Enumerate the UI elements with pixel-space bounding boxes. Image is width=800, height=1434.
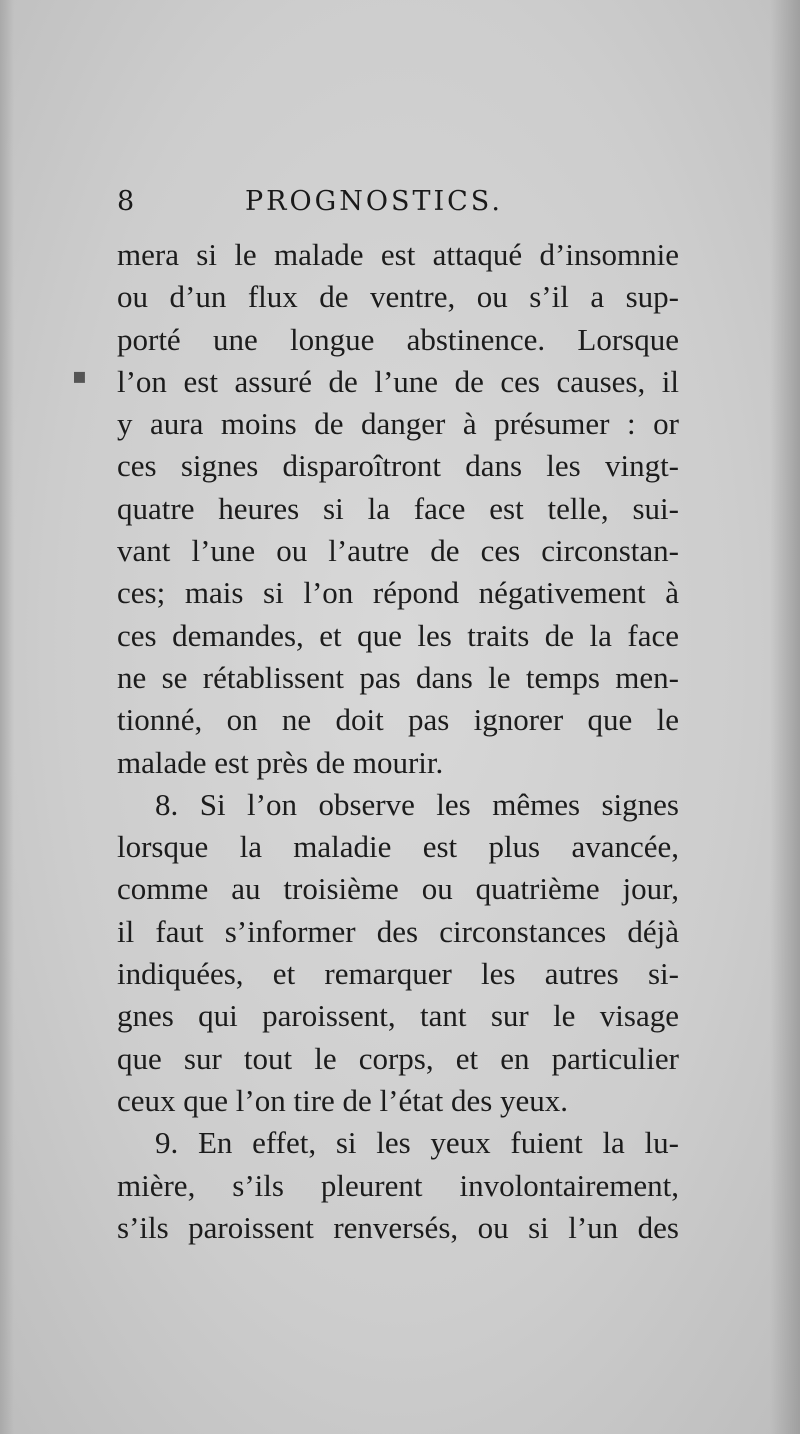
margin-speck: ▪ — [72, 364, 87, 389]
page-edge-shadow-left — [0, 0, 14, 1434]
text-line: indiquées, et remarquer les autres si- — [117, 956, 679, 992]
text-line: tionné, on ne doit pas ignorer que le — [117, 702, 679, 738]
text-line: y aura moins de danger à présumer : or — [117, 406, 679, 442]
text-line: mera si le malade est attaqué d’insomnie — [117, 237, 679, 272]
text-line: ces demandes, et que les traits de la face — [117, 617, 679, 653]
text-line: s’ils paroissent renversés, ou si l’un des — [117, 1209, 679, 1245]
paragraph-end-line: ceux que l’on tire de l’état des yeux. — [117, 1082, 569, 1118]
text-line: lorsque la maladie est plus avancée, — [117, 829, 679, 865]
text-line: vant l’une ou l’autre de ces circonstan- — [117, 533, 679, 569]
text-line: l’on est assuré de l’une de ces causes, il — [117, 363, 679, 399]
page-header — [117, 182, 677, 226]
text-line: ces signes disparoîtront dans les vingt- — [117, 448, 679, 484]
paragraph-start-line: 8. Si l’on observe les mêmes signes — [155, 786, 679, 822]
text-line: ou d’un flux de ventre, ou s’il a sup- — [117, 279, 679, 315]
paragraph-start-line: 9. En effet, si les yeux fuient la lu- — [155, 1125, 679, 1161]
text-line: ne se rétablissent pas dans le temps men- — [117, 659, 679, 695]
text-line: quatre heures si la face est telle, sui- — [117, 490, 679, 526]
text-line: il faut s’informer des circonstances déjà — [117, 913, 679, 949]
page-number: 8 — [117, 186, 135, 217]
text-line: mière, s’ils pleurent involontairement, — [117, 1167, 679, 1203]
text-line: comme au troisième ou quatrième jour, — [117, 871, 679, 907]
text-line: porté une longue abstinence. Lorsque — [117, 321, 679, 357]
text-line: ces; mais si l’on répond négativement à — [117, 575, 679, 611]
text-line: que sur tout le corps, et en particulier — [117, 1040, 679, 1076]
text-line: gnes qui paroissent, tant sur le visage — [117, 998, 679, 1034]
page-edge-shadow-right — [770, 0, 800, 1434]
running-title: PROGNOSTICS. — [245, 186, 503, 217]
body-text — [117, 234, 679, 1249]
paragraph-end-line: malade est près de mourir. — [117, 744, 444, 780]
